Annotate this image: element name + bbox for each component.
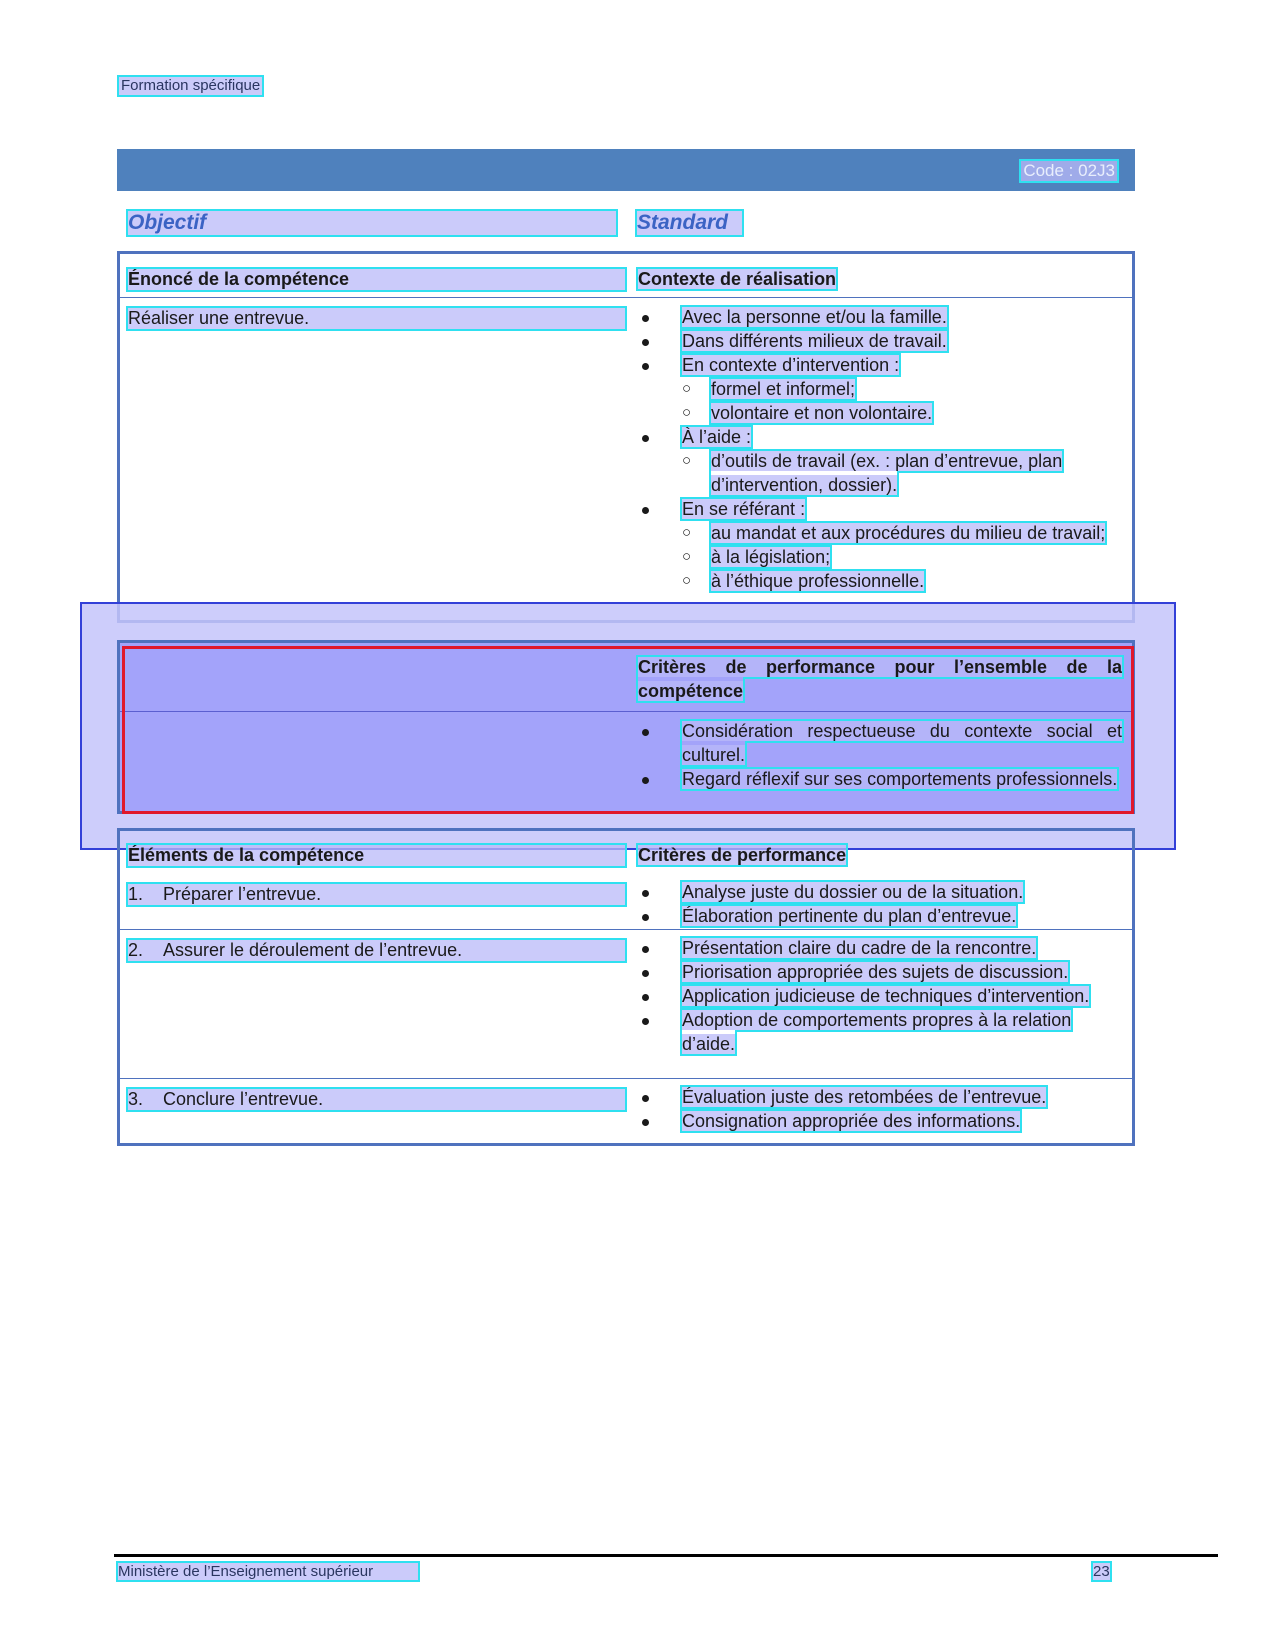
bullet-icon [638, 305, 682, 329]
bullet-icon [638, 1008, 682, 1032]
bullet-text: au mandat et aux procédures du milieu de travail; [711, 523, 1106, 543]
bullet-text: formel et informel; [711, 379, 856, 399]
criterion-item [638, 1008, 1122, 1056]
element-row [120, 1078, 1132, 1135]
bullet-text: à la législation; [711, 547, 831, 567]
bullet-text: à l’éthique professionnelle. [711, 571, 925, 591]
context-subitem [638, 521, 1122, 545]
bullet-icon [638, 497, 682, 521]
bullet-text: Application judicieuse de techniques d’intervention. [682, 986, 1090, 1006]
circle-bullet-icon: ○ [682, 524, 692, 541]
bullet-text: En se référant : [682, 499, 806, 519]
element-label [128, 1089, 625, 1110]
bullet-icon [638, 880, 682, 904]
element-text: Préparer l’entrevue. [163, 884, 322, 904]
competence-code: Code : 02J3 [1023, 161, 1115, 180]
context-item [638, 353, 1122, 377]
bullet-icon [638, 767, 682, 791]
element-row [120, 874, 1132, 929]
global-criterion [638, 719, 1122, 767]
context-subitem [638, 449, 1122, 497]
bullet-text: Considération respectueuse du contexte social et culturel. [682, 721, 1122, 765]
competence-table [117, 251, 1135, 623]
objectif-heading: Objectif [128, 211, 616, 235]
context-subitem [638, 401, 1122, 425]
page-number: 23 [1093, 1563, 1110, 1580]
bullet-text: À l’aide : [682, 427, 752, 447]
bullet-text: volontaire et non volontaire. [711, 403, 933, 423]
circle-bullet-icon: ○ [682, 380, 692, 397]
circle-bullet-icon: ○ [682, 452, 692, 469]
elements-table [117, 828, 1135, 1146]
element-number: 2. [128, 940, 144, 960]
bullet-text: d’outils de travail (ex. : plan d’entrevue, plan d’intervention, dossier). [711, 451, 1063, 495]
bullet-text: Avec la personne et/ou la famille. [682, 307, 947, 327]
bullet-icon [638, 904, 682, 928]
code-banner [117, 149, 1135, 191]
bullet-icon [638, 719, 682, 743]
context-column-header: Contexte de réalisation [638, 269, 837, 289]
criterion-item [638, 984, 1122, 1008]
elements-column-header: Éléments de la compétence [128, 845, 625, 866]
bullet-icon [638, 936, 682, 960]
element-rows [120, 874, 1132, 1135]
criterion-item [638, 1109, 1122, 1133]
criteria-list [638, 1079, 1122, 1133]
context-subitem [638, 545, 1122, 569]
bullet-icon [638, 329, 682, 353]
footer-rule [114, 1554, 1218, 1557]
global-criteria-table [117, 640, 1135, 814]
standard-heading: Standard [637, 211, 742, 235]
element-text: Assurer le déroulement de l’entrevue. [163, 940, 463, 960]
context-item [638, 305, 1122, 329]
criterion-item [638, 1085, 1122, 1109]
criteria-list [638, 874, 1122, 928]
bullet-icon [638, 425, 682, 449]
table-row [120, 711, 1132, 810]
bullet-text: Regard réflexif sur ses comportements professionnels. [682, 769, 1118, 789]
bullet-icon [638, 1109, 682, 1133]
context-item [638, 425, 1122, 449]
global-criterion [638, 767, 1122, 791]
bullet-icon [638, 960, 682, 984]
bullet-text: Adoption de comportements propres à la relation d’aide. [682, 1010, 1072, 1054]
bullet-text: Présentation claire du cadre de la rencontre. [682, 938, 1037, 958]
circle-bullet-icon: ○ [682, 404, 692, 421]
table-header-row [120, 254, 1132, 297]
criterion-item [638, 936, 1122, 960]
context-subitem [638, 569, 1122, 593]
bullet-text: Consignation appropriée des informations. [682, 1111, 1021, 1131]
context-subitem [638, 377, 1122, 401]
bullet-icon [638, 353, 682, 377]
table-header-row [120, 831, 1132, 874]
bullet-icon [638, 1085, 682, 1109]
criteria-list [638, 930, 1122, 1056]
context-item [638, 497, 1122, 521]
circle-bullet-icon: ○ [682, 548, 692, 565]
bullet-text: Évaluation juste des retombées de l’entrevue. [682, 1087, 1047, 1107]
table-header-row [120, 643, 1132, 711]
criterion-item [638, 880, 1122, 904]
context-list [638, 298, 1122, 593]
running-header: Formation spécifique [121, 77, 261, 94]
context-item [638, 329, 1122, 353]
bullet-text: Élaboration pertinente du plan d’entrevue. [682, 906, 1017, 926]
circle-bullet-icon: ○ [682, 572, 692, 589]
bullet-text: Analyse juste du dossier ou de la situation. [682, 882, 1024, 902]
element-row [120, 929, 1132, 1078]
bullet-icon [638, 984, 682, 1008]
competence-statement: Réaliser une entrevue. [128, 308, 625, 329]
element-text: Conclure l’entrevue. [163, 1089, 324, 1109]
bullet-text: En contexte d’intervention : [682, 355, 900, 375]
statement-column-header: Énoncé de la compétence [128, 269, 625, 290]
criterion-item [638, 960, 1122, 984]
global-criteria-list [638, 712, 1122, 791]
table-row [120, 297, 1132, 621]
element-label [128, 884, 625, 905]
bullet-text: Priorisation appropriée des sujets de discussion. [682, 962, 1069, 982]
footer-ministry: Ministère de l’Enseignement supérieur [118, 1563, 418, 1580]
criterion-item [638, 904, 1122, 928]
criteria-column-header: Critères de performance [638, 845, 847, 865]
element-number: 3. [128, 1089, 144, 1109]
element-label [128, 940, 625, 961]
element-number: 1. [128, 884, 144, 904]
bullet-text: Dans différents milieux de travail. [682, 331, 947, 351]
global-criteria-header: Critères de performance pour l’ensemble de la compétence [638, 657, 1122, 701]
